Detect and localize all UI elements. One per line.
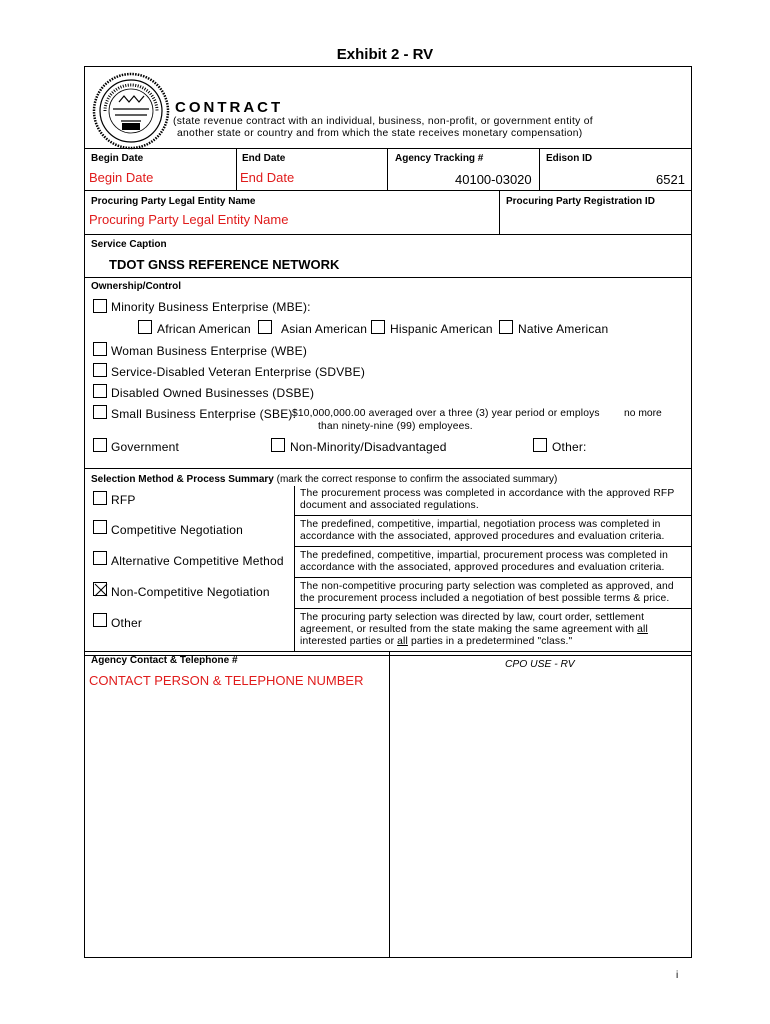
x-mark-icon: [94, 583, 108, 597]
native-american-label: Native American: [518, 322, 609, 336]
wbe-label: Woman Business Enterprise (WBE): [111, 344, 308, 358]
edison-id-label: Edison ID: [546, 153, 593, 164]
non-competitive-checkbox[interactable]: [93, 582, 107, 596]
selection-method-label: Selection Method & Process Summary: [91, 474, 274, 485]
dsbe-checkbox[interactable]: [93, 384, 107, 398]
mbe-label: Minority Business Enterprise (MBE):: [111, 300, 311, 314]
hispanic-american-label: Hispanic American: [390, 322, 493, 336]
government-label: Government: [111, 440, 180, 454]
non-competitive-label: Non-Competitive Negotiation: [111, 585, 270, 599]
alternative-competitive-label: Alternative Competitive Method: [111, 554, 284, 568]
ownership-label: Ownership/Control: [91, 281, 181, 292]
page-number: i: [676, 970, 679, 981]
cpo-use-label: CPO USE - RV: [505, 659, 575, 670]
other-selection-description: The procuring party selection was directed by law, court order, settlement agreement, or resulted from the state making the same agreement with all interested parties or all parties in a predetermined "class.": [300, 612, 648, 647]
procuring-party-name-label: Procuring Party Legal Entity Name: [91, 196, 256, 207]
edison-id-value[interactable]: 6521: [656, 172, 685, 187]
dsbe-label: Disabled Owned Businesses (DSBE): [111, 386, 315, 400]
other-selection-label: Other: [111, 616, 143, 630]
agency-tracking-value[interactable]: 40100-03020: [455, 172, 532, 187]
contract-title: CONTRACT: [175, 99, 284, 116]
african-american-label: African American: [157, 322, 251, 336]
contract-subtitle-line1: (state revenue contract with an individual, business, non-profit, or government entity of: [173, 116, 593, 127]
competitive-negotiation-description: The predefined, competitive, impartial, negotiation process was completed in accordance with the associated, approved procedures and evaluation criteria.: [300, 519, 665, 542]
sdvbe-checkbox[interactable]: [93, 363, 107, 377]
non-minority-label: Non-Minority/Disadvantaged: [290, 440, 447, 454]
divider: [85, 148, 691, 149]
agency-contact-field[interactable]: CONTACT PERSON & TELEPHONE NUMBER: [89, 673, 364, 688]
service-caption-label: Service Caption: [91, 239, 167, 250]
sdvbe-label: Service-Disabled Veteran Enterprise (SDVBE): [111, 365, 366, 379]
divider: [85, 234, 691, 235]
contract-subtitle-line2: another state or country and from which the state receives monetary compensation): [177, 128, 583, 139]
procuring-party-registration-label: Procuring Party Registration ID: [506, 196, 655, 207]
african-american-checkbox[interactable]: [138, 320, 152, 334]
selection-method-note: (mark the correct response to confirm the associated summary): [276, 474, 558, 485]
state-seal-icon: [91, 71, 171, 151]
wbe-checkbox[interactable]: [93, 342, 107, 356]
other-selection-checkbox[interactable]: [93, 613, 107, 627]
divider: [85, 651, 691, 652]
begin-date-label: Begin Date: [91, 153, 144, 164]
alternative-competitive-checkbox[interactable]: [93, 551, 107, 565]
mbe-checkbox[interactable]: [93, 299, 107, 313]
competitive-negotiation-label: Competitive Negotiation: [111, 523, 244, 537]
divider: [85, 277, 691, 278]
non-minority-checkbox[interactable]: [271, 438, 285, 452]
sbe-detail: $10,000,000.00 averaged over a three (3) year period or employs: [292, 408, 600, 419]
rfp-label: RFP: [111, 493, 136, 507]
competitive-negotiation-checkbox[interactable]: [93, 520, 107, 534]
sbe-label: Small Business Enterprise (SBE):: [111, 407, 297, 421]
other-ownership-label: Other:: [552, 440, 587, 454]
selection-method-header: [91, 474, 557, 485]
non-competitive-description: The non-competitive procuring party selection was completed as approved, and the procurement process included a negotiation of best possible terms & price.: [300, 581, 674, 604]
exhibit-title: Exhibit 2 - RV: [336, 46, 434, 63]
rfp-checkbox[interactable]: [93, 491, 107, 505]
sbe-checkbox[interactable]: [93, 405, 107, 419]
sbe-detail-line2: than ninety-nine (99) employees.: [318, 421, 473, 432]
agency-tracking-label: Agency Tracking #: [395, 153, 484, 164]
service-caption-value[interactable]: TDOT GNSS REFERENCE NETWORK: [109, 257, 340, 272]
alternative-competitive-description: The predefined, competitive, impartial, procurement process was completed in accordance with the associated, approved procedures and evaluation criteria.: [300, 550, 668, 573]
rfp-description: The procurement process was completed in accordance with the approved RFP document and associated regulations.: [300, 488, 675, 511]
native-american-checkbox[interactable]: [499, 320, 513, 334]
agency-contact-label: Agency Contact & Telephone #: [91, 655, 238, 666]
end-date-label: End Date: [242, 153, 286, 164]
divider: [85, 190, 691, 191]
asian-american-label: Asian American: [281, 322, 368, 336]
government-checkbox[interactable]: [93, 438, 107, 452]
agency-contact-box: [84, 656, 692, 958]
begin-date-field[interactable]: Begin Date: [89, 170, 154, 185]
sbe-no-more: no more: [624, 408, 662, 419]
procuring-party-name-field[interactable]: Procuring Party Legal Entity Name: [89, 212, 289, 227]
end-date-field[interactable]: End Date: [240, 170, 295, 185]
hispanic-american-checkbox[interactable]: [371, 320, 385, 334]
divider: [85, 468, 691, 469]
asian-american-checkbox[interactable]: [258, 320, 272, 334]
other-ownership-checkbox[interactable]: [533, 438, 547, 452]
